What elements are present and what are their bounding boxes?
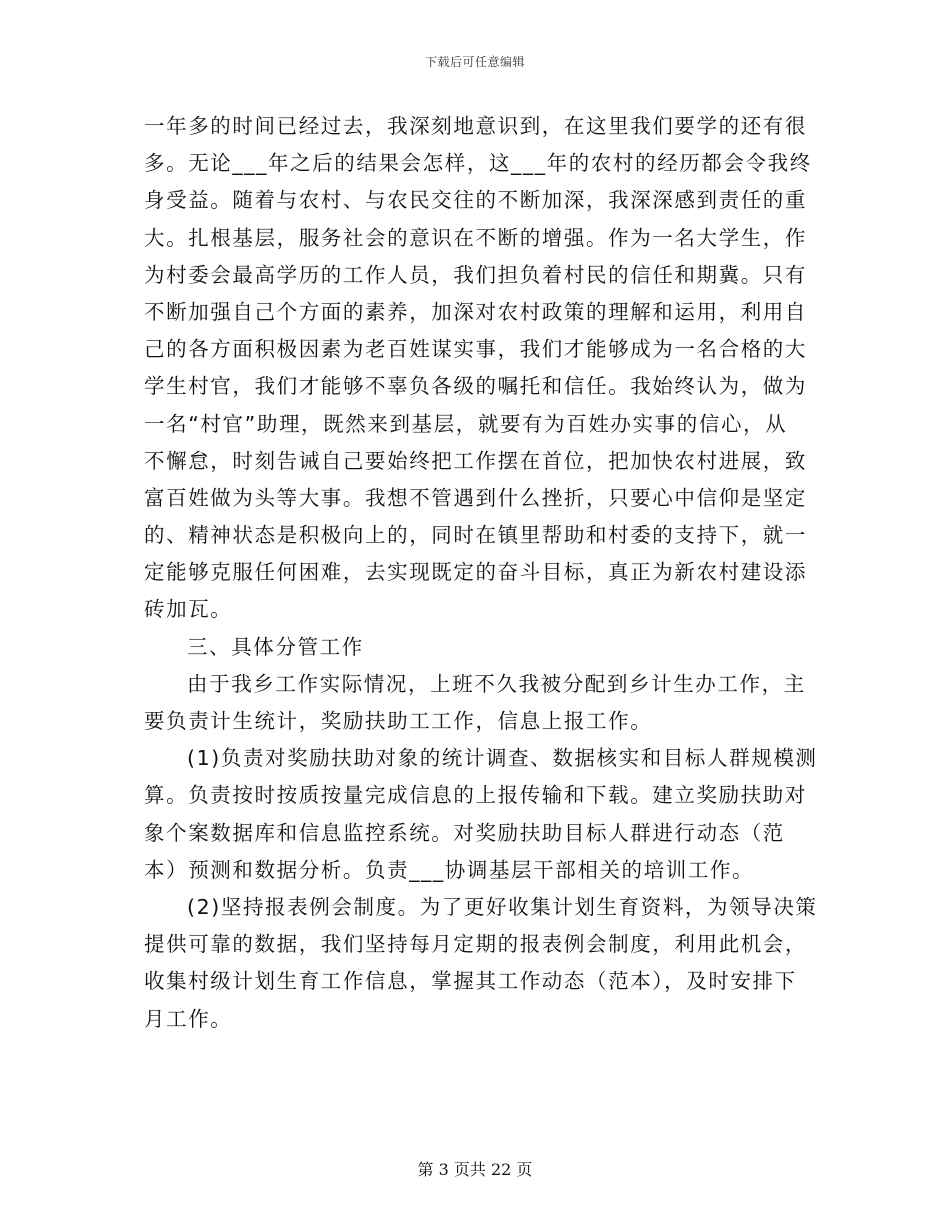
text-line: 要负责计生统计，奖励扶助工工作，信息上报工作。 [144, 709, 653, 733]
text-line: 学生村官，我们才能够不辜负各级的嘱托和信任。我始终认为，做为 [144, 374, 807, 399]
text-line: 由于我乡工作实际情况，上班不久我被分配到乡计生办工作，主 [187, 671, 806, 696]
text-line: 本）预测和数据分析。负责___协调基层干部相关的培训工作。 [144, 857, 755, 882]
text-line: 大。扎根基层，服务社会的意识在不断的增强。作为一名大学生，作 [144, 225, 807, 250]
text-line: 多。无论___年之后的结果会怎样，这___年的农村的经历都会令我终 [144, 151, 812, 176]
text-line: 象个案数据库和信息监控系统。对奖励扶助目标人群进行动态（范 [144, 820, 785, 845]
text-line: 富百姓做为头等大事。我想不管遇到什么挫折，只要心中信仰是坚定 [144, 485, 807, 510]
text-line: 己的各方面积极因素为老百姓谋实事，我们才能够成为一名合格的大 [144, 337, 807, 362]
text-line: 为村委会最高学历的工作人员，我们担负着村民的信任和期冀。只有 [144, 262, 807, 287]
text-line: 不懈怠，时刻告诫自己要始终把工作摆在首位，把加快农村进展，致 [144, 448, 807, 473]
text-line: 月工作。 [144, 1006, 233, 1031]
page-footer: 第 3 页共 22 页 [417, 1160, 533, 1179]
body-text [144, 108, 818, 1038]
text-line: (2)坚持报表例会制度。为了更好收集计划生育资料，为领导决策 [187, 894, 818, 919]
text-line: (1)负责对奖励扶助对象的统计调查、数据核实和目标人群规模测 [187, 746, 818, 771]
text-line: 一年多的时间已经过去，我深刻地意识到，在这里我们要学的还有很 [144, 114, 807, 138]
text-line: 不断加强自己个方面的素养，加深对农村政策的理解和运用，利用自 [144, 299, 807, 324]
text-line: 砖加瓦。 [144, 597, 233, 622]
text-line: 提供可靠的数据，我们坚持每月定期的报表例会制度，利用此机会， [144, 932, 807, 957]
text-line: 的、精神状态是积极向上的，同时在镇里帮助和村委的支持下，就一 [144, 523, 807, 548]
header-note: 下载后可任意编辑 [424, 55, 525, 69]
text-line: 身受益。随着与农村、与农民交往的不断加深，我深深感到责任的重 [144, 188, 807, 213]
text-line: 一名“村官”助理，既然来到基层，就要有为百姓办实事的信心，从 [144, 411, 788, 436]
text-line: 定能够克服任何困难，去实现既定的奋斗目标，真正为新农村建设添 [144, 560, 807, 585]
section-heading: 三、具体分管工作 [187, 634, 364, 659]
text-line: 算。负责按时按质按量完成信息的上报传输和下载。建立奖励扶助对 [144, 783, 807, 808]
text-line: 收集村级计划生育工作信息，掌握其工作动态（范本），及时安排下 [144, 969, 797, 994]
